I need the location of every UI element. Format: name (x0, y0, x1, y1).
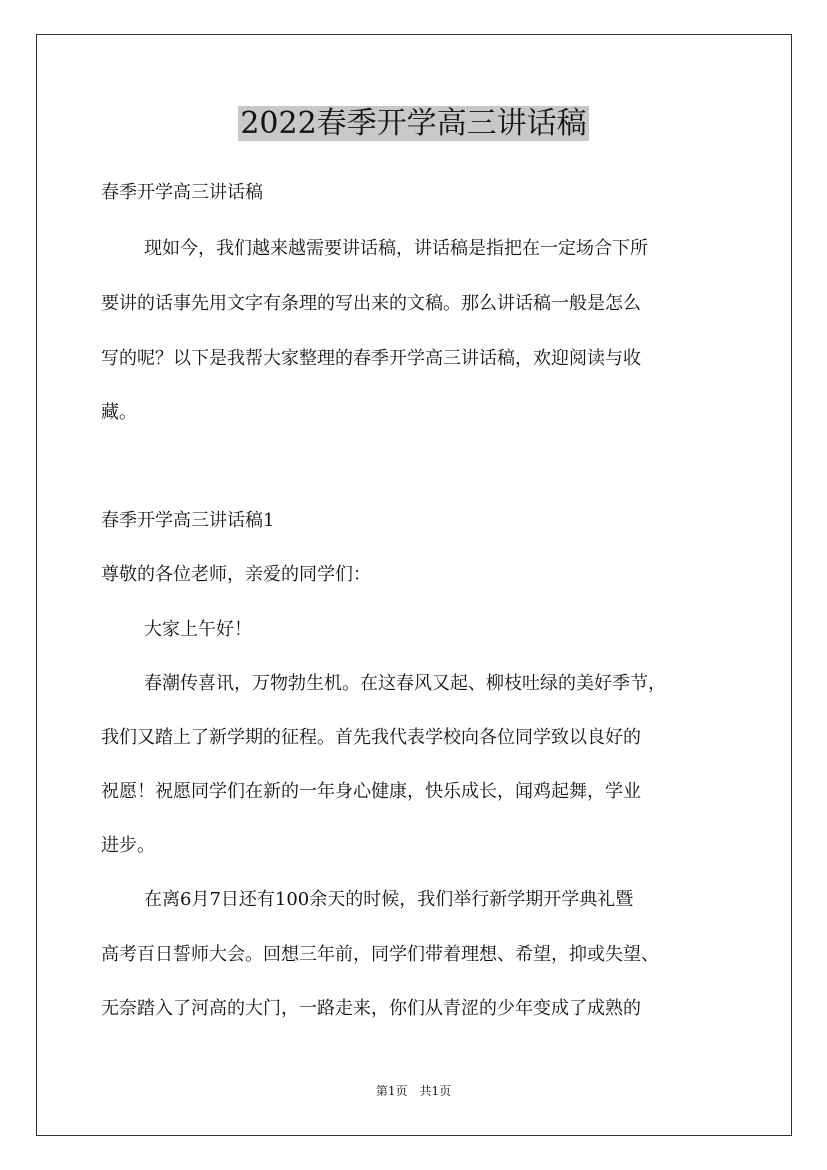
intro-line-2: 要讲的话事先用文字有条理的写出来的文稿。那么讲话稿一般是怎么 (101, 293, 641, 314)
document-title-text: 2022春季开学高三讲话稿 (240, 106, 587, 141)
section-heading: 春季开学高三讲话稿1 (101, 510, 275, 531)
paragraph2-line-1: 在离6月7日还有100余天的时候，我们举行新学期开学典礼暨 (144, 889, 634, 910)
paragraph1-line-4: 进步。 (101, 835, 155, 856)
document-title (0, 104, 827, 144)
greeting: 大家上午好！ (144, 619, 252, 640)
intro-line-4: 藏。 (101, 402, 137, 423)
paragraph2-line-3: 无奈踏入了河高的大门，一路走来，你们从青涩的少年变成了成熟的 (101, 998, 641, 1019)
paragraph2-line-2: 高考百日誓师大会。回想三年前，同学们带着理想、希望，抑或失望、 (101, 944, 659, 965)
paragraph1-line-1: 春潮传喜讯，万物勃生机。在这春风又起、柳枝吐绿的美好季节， (144, 673, 666, 694)
document-subtitle: 春季开学高三讲话稿 (101, 182, 263, 203)
paragraph1-line-2: 我们又踏上了新学期的征程。首先我代表学校向各位同学致以良好的 (101, 727, 641, 748)
paragraph1-line-3: 祝愿！祝愿同学们在新的一年身心健康，快乐成长，闻鸡起舞，学业 (101, 781, 641, 802)
page-number-footer: 第1页 共1页 (375, 1084, 452, 1098)
salutation: 尊敬的各位老师，亲爱的同学们： (101, 564, 371, 585)
intro-line-3: 写的呢？以下是我帮大家整理的春季开学高三讲话稿，欢迎阅读与收 (101, 348, 641, 369)
intro-line-1: 现如今，我们越来越需要讲话稿，讲话稿是指把在一定场合下所 (144, 238, 648, 259)
